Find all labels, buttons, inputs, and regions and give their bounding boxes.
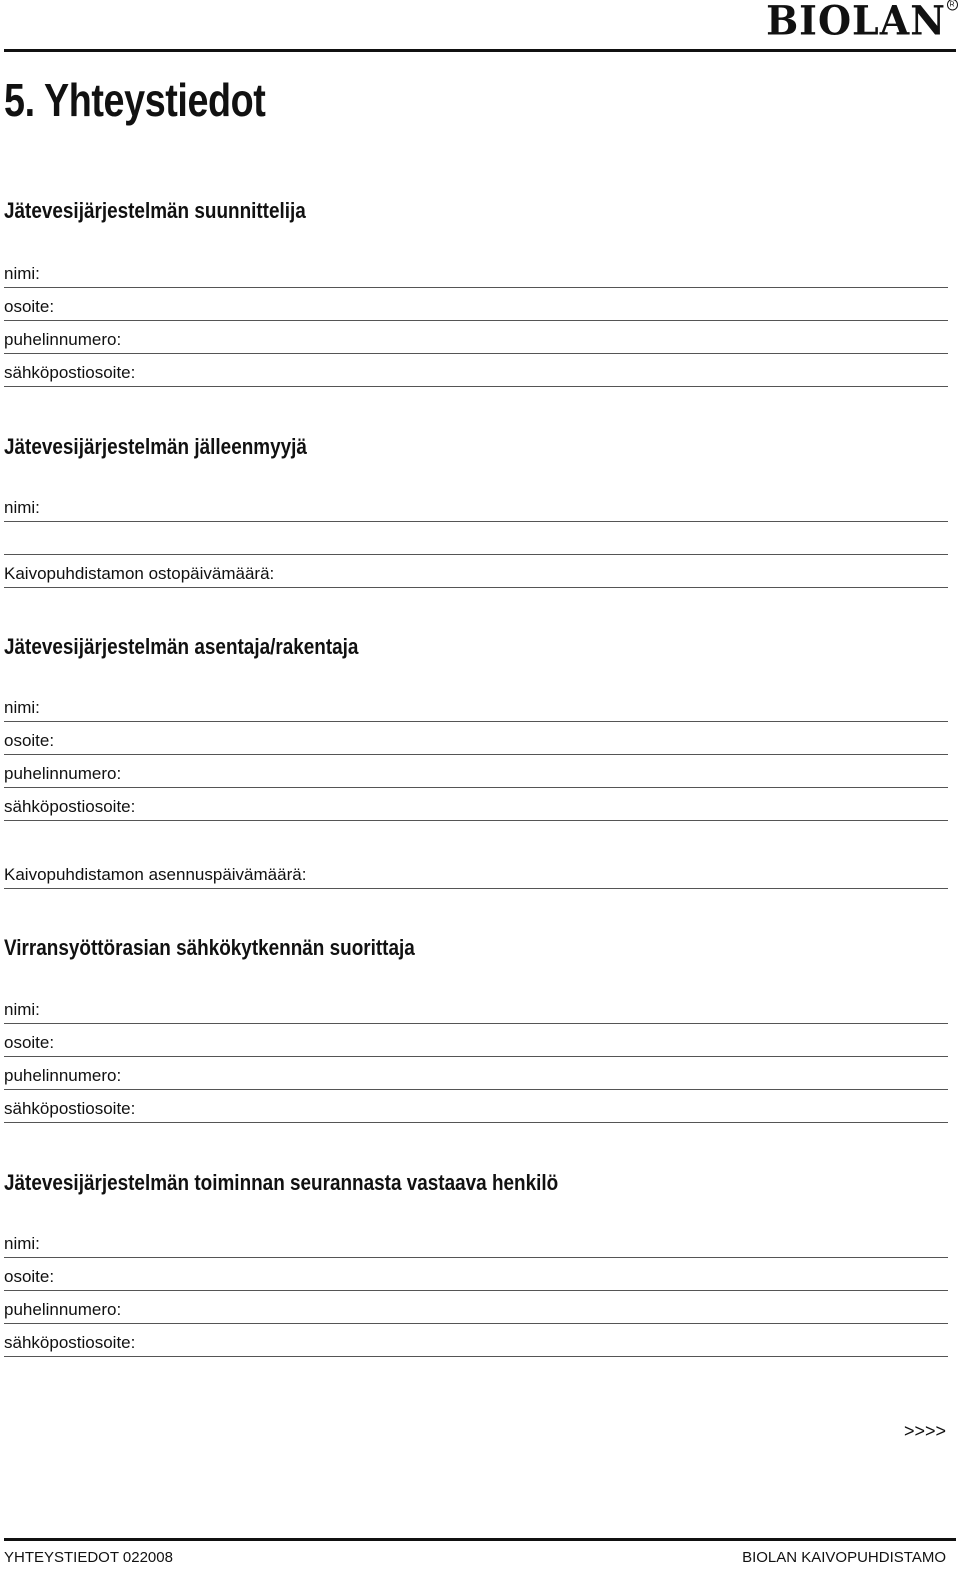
electrician-phone-field[interactable] bbox=[4, 1056, 948, 1090]
field-label: nimi: bbox=[4, 498, 40, 517]
field-label: puhelinnumero: bbox=[4, 764, 122, 783]
field-label: sähköpostiosoite: bbox=[4, 797, 136, 816]
field-label: puhelinnumero: bbox=[4, 330, 122, 349]
purchase-date-field[interactable] bbox=[4, 554, 948, 588]
field-label: nimi: bbox=[4, 1000, 40, 1019]
field-label: puhelinnumero: bbox=[4, 1066, 122, 1085]
header-divider bbox=[4, 49, 956, 52]
installer-name-field[interactable] bbox=[4, 688, 948, 722]
field-label: osoite: bbox=[4, 731, 55, 750]
section-heading-installer: Jätevesijärjestelmän asentaja/rakentaja bbox=[4, 634, 359, 659]
monitor-address-field[interactable] bbox=[4, 1257, 948, 1291]
footer-product-name: BIOLAN KAIVOPUHDISTAMO bbox=[742, 1549, 946, 1566]
reseller-blank-field[interactable] bbox=[4, 521, 948, 555]
page-title: 5. Yhteystiedot bbox=[4, 74, 266, 126]
footer-document-code: YHTEYSTIEDOT 022008 bbox=[4, 1549, 173, 1566]
field-label: osoite: bbox=[4, 1033, 55, 1052]
electrician-name-field[interactable] bbox=[4, 990, 948, 1024]
field-label: Kaivopuhdistamon ostopäivämäärä: bbox=[4, 564, 275, 583]
field-label: nimi: bbox=[4, 264, 40, 283]
section-heading-electrician: Virransyöttörasian sähkökytkennän suorittaja bbox=[4, 935, 415, 960]
field-label: sähköpostiosoite: bbox=[4, 1333, 136, 1352]
installer-phone-field[interactable] bbox=[4, 754, 948, 788]
field-label: sähköpostiosoite: bbox=[4, 363, 136, 382]
designer-email-field[interactable] bbox=[4, 353, 948, 387]
designer-name-field[interactable] bbox=[4, 254, 948, 288]
field-label: nimi: bbox=[4, 698, 40, 717]
designer-phone-field[interactable] bbox=[4, 320, 948, 354]
monitor-phone-field[interactable] bbox=[4, 1290, 948, 1324]
monitor-email-field[interactable] bbox=[4, 1323, 948, 1357]
electrician-address-field[interactable] bbox=[4, 1023, 948, 1057]
logo-text: BIOLAN bbox=[766, 0, 946, 45]
designer-address-field[interactable] bbox=[4, 287, 948, 321]
registered-trademark-icon: R bbox=[947, 0, 958, 11]
biolan-logo bbox=[766, 0, 956, 45]
electrician-email-field[interactable] bbox=[4, 1089, 948, 1123]
field-label: puhelinnumero: bbox=[4, 1300, 122, 1319]
section-heading-reseller: Jätevesijärjestelmän jälleenmyyjä bbox=[4, 434, 307, 459]
monitor-name-field[interactable] bbox=[4, 1224, 948, 1258]
field-label: sähköpostiosoite: bbox=[4, 1099, 136, 1118]
field-label: Kaivopuhdistamon asennuspäivämäärä: bbox=[4, 865, 307, 884]
field-label: nimi: bbox=[4, 1234, 40, 1253]
section-heading-designer: Jätevesijärjestelmän suunnittelija bbox=[4, 198, 306, 223]
section-heading-monitor: Jätevesijärjestelmän toiminnan seurannasta vastaava henkilö bbox=[4, 1170, 559, 1195]
next-page-marker: >>>> bbox=[903, 1421, 946, 1441]
field-label: osoite: bbox=[4, 1267, 55, 1286]
reseller-name-field[interactable] bbox=[4, 488, 948, 522]
installer-address-field[interactable] bbox=[4, 721, 948, 755]
footer-divider bbox=[4, 1538, 956, 1541]
installation-date-field[interactable] bbox=[4, 855, 948, 889]
installer-email-field[interactable] bbox=[4, 787, 948, 821]
field-label: osoite: bbox=[4, 297, 55, 316]
